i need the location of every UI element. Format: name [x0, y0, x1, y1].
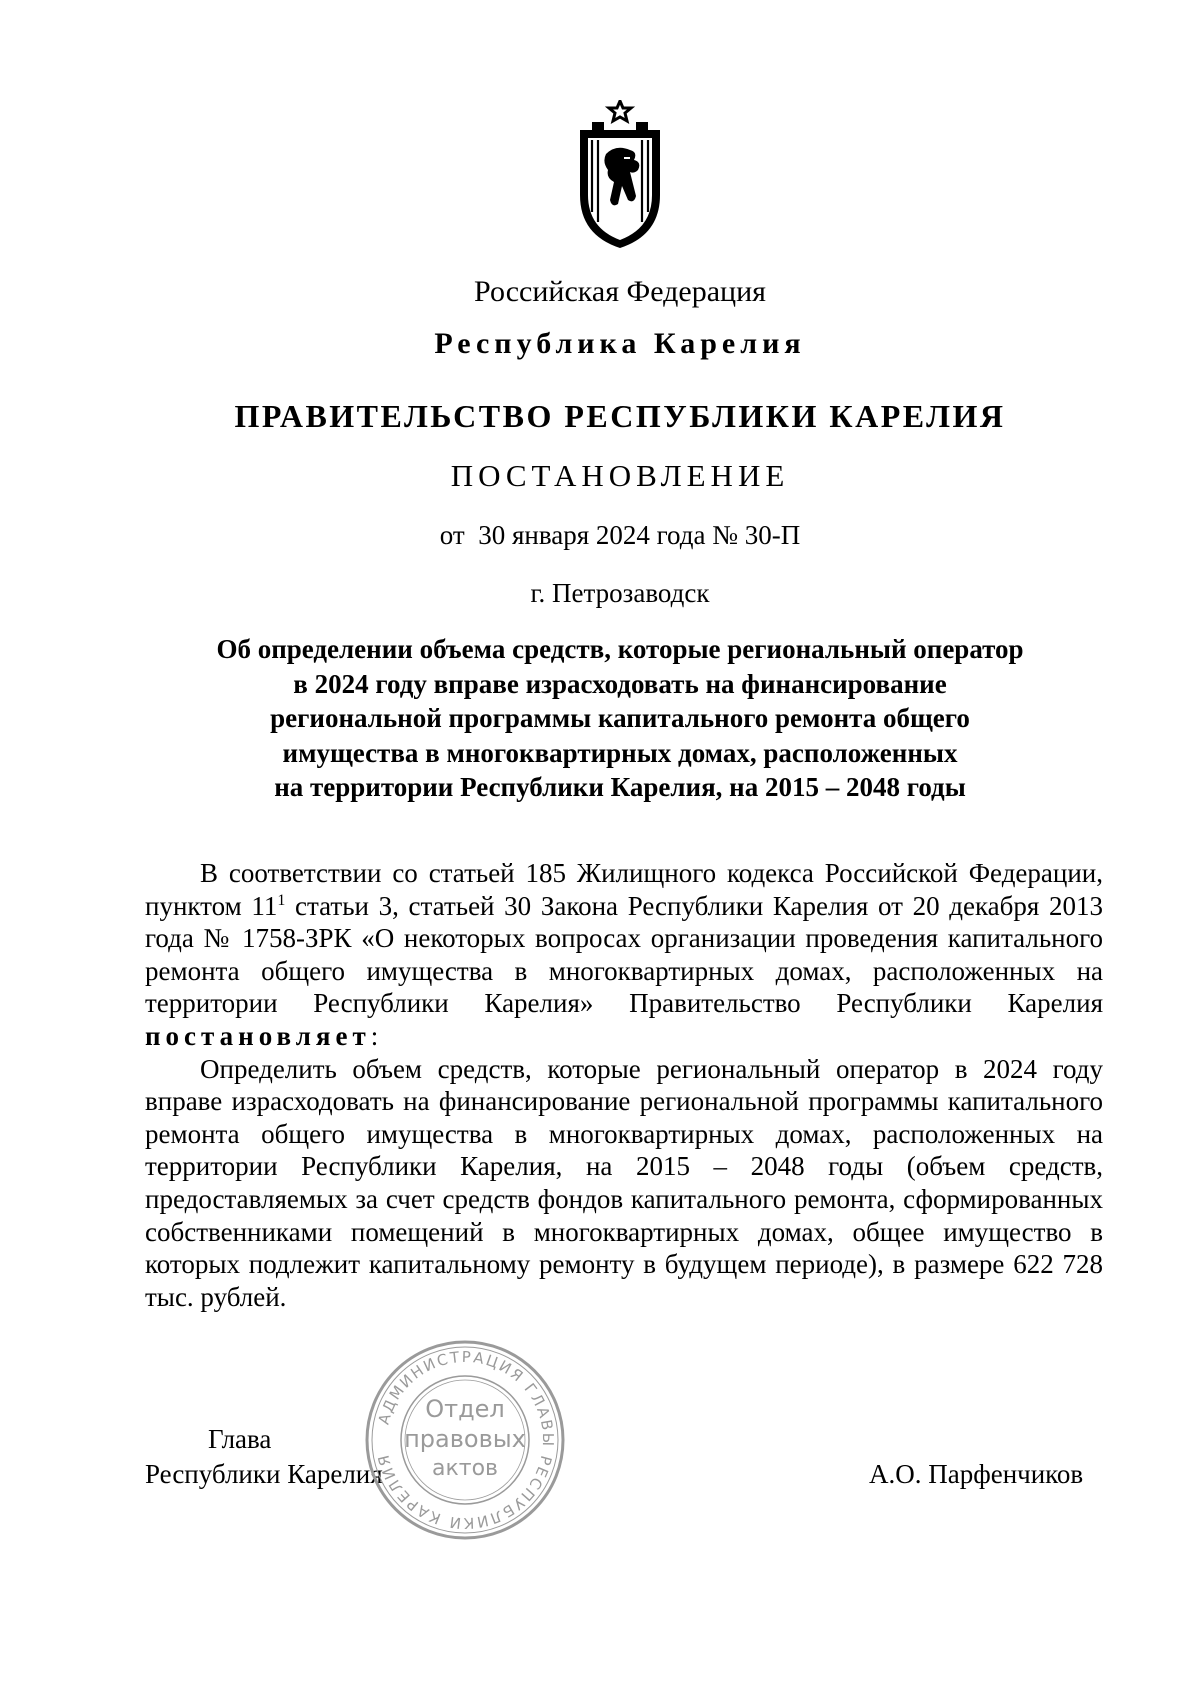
official-stamp: [360, 1335, 570, 1545]
signatory-title: Глава: [208, 1424, 272, 1454]
preamble-text: В соответствии со статьей 185 Жилищного кодекса Российской Федерации, пунктом 11: [145, 858, 1103, 921]
preamble-end: :: [370, 1020, 379, 1051]
title-line: в 2024 году вправе израсходовать на финансирование: [293, 668, 947, 699]
title-line: региональной программы капитального ремонта общего: [270, 703, 970, 733]
preamble-text-cont: статьи 3, статьей 30 Закона Республики Карелия от 20 декабря 2013 года № 1758-ЗРК «О некоторых вопросах организации проведения капитального ремонта общего имущества в многоквартирных домах, расположенных на территории Республики Карелия» Правительство Республики Карелия: [145, 890, 1103, 1019]
body-paragraph-decision: Определить объем средств, которые региональный оператор в 2024 году вправе израсходовать на финансирование региональной программы капитального ремонта общего имущества в многоквартирных домах, расположенных на территории Республики Карелия, на 2015 – 2048 годы (объем средств, предоставляемых за счет средств фондов капитального ремонта, сформированных собственниками помещений в многоквартирных домах, общее имущество в которых подлежит капитальному ремонту в будущем периоде), в размере 622 728 тыс. рублей.: [145, 1053, 1103, 1312]
government-name: ПРАВИТЕЛЬСТВО РЕСПУБЛИКИ КАРЕЛИЯ: [234, 398, 1006, 434]
title-line: имущества в многоквартирных домах, расположенных: [282, 737, 958, 768]
document-type: ПОСТАНОВЛЕНИЕ: [450, 458, 790, 493]
document-title: [0, 632, 1200, 805]
stamp-line-1: Отдел: [425, 1395, 505, 1423]
country-name: Российская Федерация: [474, 275, 766, 308]
stamp-ring-text: АДМИНИСТРАЦИЯ ГЛАВЫ РЕСПУБЛИКИ КАРЕЛИЯ: [374, 1347, 558, 1533]
stamp-line-3: актов: [431, 1456, 499, 1481]
superscript: 1: [277, 891, 286, 909]
republic-name: Республика Карелия: [434, 327, 806, 360]
title-line: на территории Республики Карелия, на 2015 – 2048 годы: [274, 772, 966, 802]
body-paragraph-preamble: [145, 857, 1103, 1053]
signatory-organization: Республики Карелия: [145, 1459, 383, 1489]
coat-of-arms-karelia-icon: [572, 100, 668, 250]
signatory-name: А.О. Парфенчиков: [869, 1459, 1084, 1489]
stamp-line-2: правовых: [404, 1425, 526, 1453]
title-line: Об определении объема средств, которые региональный оператор: [216, 634, 1024, 664]
document-city: г. Петрозаводск: [530, 578, 710, 608]
decree-word: постановляет: [145, 1020, 371, 1051]
document-date-number: от 30 января 2024 года № 30-П: [439, 520, 801, 550]
document-body: [145, 857, 1103, 1313]
